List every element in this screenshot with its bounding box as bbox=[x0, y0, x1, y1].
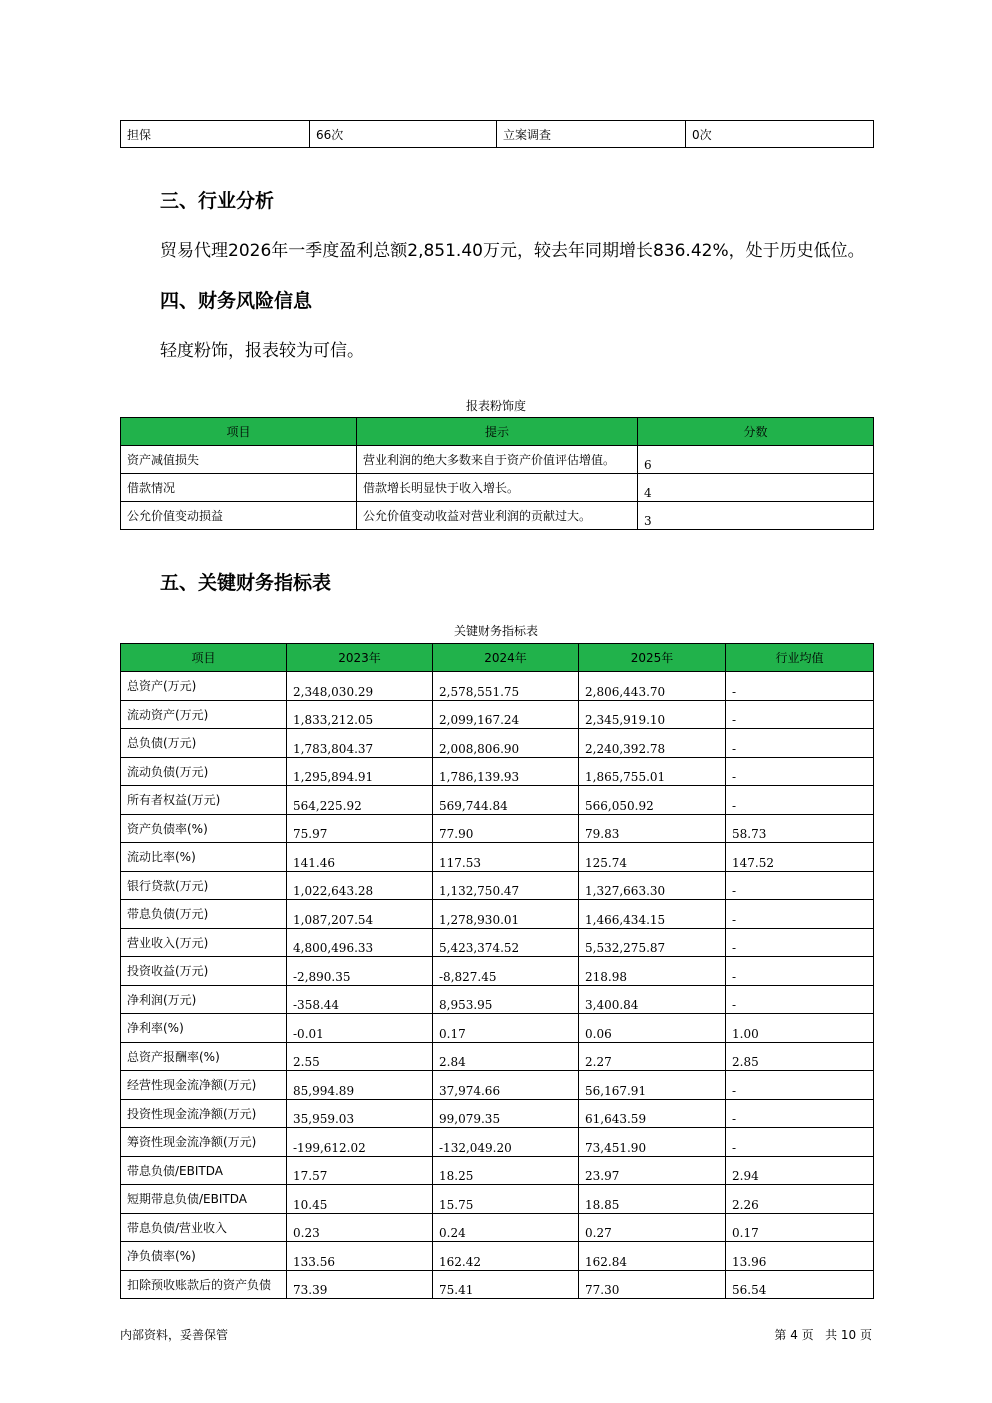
table-cell: 公允价值变动收益对营业利润的贡献过大。 bbox=[357, 502, 638, 530]
table-cell: 借款增长明显快于收入增长。 bbox=[357, 474, 638, 502]
table-row bbox=[121, 900, 874, 929]
table-row bbox=[121, 1213, 874, 1242]
table-cell: 担保 bbox=[121, 121, 310, 148]
table-row bbox=[121, 1042, 874, 1071]
table-row bbox=[121, 957, 874, 986]
footer-confidential-note: 内部资料，妥善保管 bbox=[120, 1328, 229, 1342]
table-cell: 0.06 bbox=[579, 1014, 726, 1043]
table-row bbox=[121, 786, 874, 815]
column-header: 2024年 bbox=[433, 644, 579, 672]
table-cell: 56.54 bbox=[726, 1270, 874, 1299]
table-cell: 净利润(万元) bbox=[121, 985, 287, 1014]
table-cell: -132,049.20 bbox=[433, 1128, 579, 1157]
table-row bbox=[121, 871, 874, 900]
table-cell: 资产负债率(%) bbox=[121, 814, 287, 843]
table-cell: -199,612.02 bbox=[287, 1128, 433, 1157]
table-cell: 资产减值损失 bbox=[121, 446, 357, 474]
table-cell: 投资收益(万元) bbox=[121, 957, 287, 986]
table-cell: 流动资产(万元) bbox=[121, 700, 287, 729]
table-cell: 短期带息负债/EBITDA bbox=[121, 1185, 287, 1214]
table-cell: 58.73 bbox=[726, 814, 874, 843]
table-cell: 1,087,207.54 bbox=[287, 900, 433, 929]
summary-table-fragment bbox=[120, 120, 874, 148]
table-cell: 银行贷款(万元) bbox=[121, 871, 287, 900]
table-cell: 2.27 bbox=[579, 1042, 726, 1071]
table-cell: 净利率(%) bbox=[121, 1014, 287, 1043]
table-cell: 162.84 bbox=[579, 1242, 726, 1271]
key-financial-indicators-table bbox=[120, 643, 874, 1299]
table-cell: 6 bbox=[638, 446, 874, 474]
table-cell: 66次 bbox=[310, 121, 497, 148]
table-cell: 0.17 bbox=[433, 1014, 579, 1043]
table-cell: 总资产(万元) bbox=[121, 672, 287, 701]
table-cell: 带息负债/EBITDA bbox=[121, 1156, 287, 1185]
table-cell: 营业利润的绝大多数来自于资产价值评估增值。 bbox=[357, 446, 638, 474]
table-cell: 1,132,750.47 bbox=[433, 871, 579, 900]
table-cell: 投资性现金流净额(万元) bbox=[121, 1099, 287, 1128]
table-row bbox=[121, 502, 874, 530]
table-cell: 净负债率(%) bbox=[121, 1242, 287, 1271]
table-row bbox=[121, 1071, 874, 1100]
table-caption: 报表粉饰度 bbox=[465, 399, 526, 413]
table-cell: 2.26 bbox=[726, 1185, 874, 1214]
table-row bbox=[121, 985, 874, 1014]
section-heading-financial-risk: 四、财务风险信息 bbox=[160, 290, 313, 312]
table-cell: -0.01 bbox=[287, 1014, 433, 1043]
footer-page-number: 第 4 页 共 10 页 bbox=[774, 1328, 872, 1342]
table-row bbox=[121, 121, 874, 148]
table-cell: -358.44 bbox=[287, 985, 433, 1014]
table-cell: 经营性现金流净额(万元) bbox=[121, 1071, 287, 1100]
table-row bbox=[121, 672, 874, 701]
table-cell: 2.85 bbox=[726, 1042, 874, 1071]
table-cell: 2,099,167.24 bbox=[433, 700, 579, 729]
table-cell: 13.96 bbox=[726, 1242, 874, 1271]
table-cell: 99,079.35 bbox=[433, 1099, 579, 1128]
table-cell: 61,643.59 bbox=[579, 1099, 726, 1128]
table-cell: 立案调查 bbox=[497, 121, 686, 148]
table-cell: 15.75 bbox=[433, 1185, 579, 1214]
financial-risk-text: 轻度粉饰，报表较为可信。 bbox=[160, 341, 364, 361]
table-cell: 566,050.92 bbox=[579, 786, 726, 815]
table-row bbox=[121, 446, 874, 474]
table-cell: 流动负债(万元) bbox=[121, 757, 287, 786]
table-cell: 2.55 bbox=[287, 1042, 433, 1071]
table-cell: 23.97 bbox=[579, 1156, 726, 1185]
table-cell: 73,451.90 bbox=[579, 1128, 726, 1157]
table-cell: 2.84 bbox=[433, 1042, 579, 1071]
table-cell: 所有者权益(万元) bbox=[121, 786, 287, 815]
table-cell: - bbox=[726, 786, 874, 815]
table-cell: 0次 bbox=[686, 121, 874, 148]
table-cell: 564,225.92 bbox=[287, 786, 433, 815]
table-cell: 带息负债(万元) bbox=[121, 900, 287, 929]
column-header: 提示 bbox=[357, 418, 638, 446]
table-cell: 117.53 bbox=[433, 843, 579, 872]
table-cell: 流动比率(%) bbox=[121, 843, 287, 872]
table-cell: 3 bbox=[638, 502, 874, 530]
section-heading-key-indicators: 五、关键财务指标表 bbox=[160, 572, 332, 594]
column-header: 分数 bbox=[638, 418, 874, 446]
table-cell: 141.46 bbox=[287, 843, 433, 872]
table-row bbox=[121, 1156, 874, 1185]
table-row bbox=[121, 729, 874, 758]
table-cell: 0.23 bbox=[287, 1213, 433, 1242]
table-cell: 1,865,755.01 bbox=[579, 757, 726, 786]
table-cell: 2,008,806.90 bbox=[433, 729, 579, 758]
table-cell: 1,327,663.30 bbox=[579, 871, 726, 900]
table-cell: 125.74 bbox=[579, 843, 726, 872]
table-row bbox=[121, 700, 874, 729]
table-cell: 5,423,374.52 bbox=[433, 928, 579, 957]
table-header-row bbox=[121, 644, 874, 672]
table-cell: 总负债(万元) bbox=[121, 729, 287, 758]
column-header: 2025年 bbox=[579, 644, 726, 672]
table-row bbox=[121, 474, 874, 502]
table-cell: 2,240,392.78 bbox=[579, 729, 726, 758]
table-cell: 公允价值变动损益 bbox=[121, 502, 357, 530]
table-cell: 2,578,551.75 bbox=[433, 672, 579, 701]
table-cell: 37,974.66 bbox=[433, 1071, 579, 1100]
table-cell: - bbox=[726, 672, 874, 701]
table-row bbox=[121, 1128, 874, 1157]
table-row bbox=[121, 1099, 874, 1128]
table-cell: - bbox=[726, 1128, 874, 1157]
table-row bbox=[121, 757, 874, 786]
table-cell: 1,278,930.01 bbox=[433, 900, 579, 929]
table-cell: 77.30 bbox=[579, 1270, 726, 1299]
table-row bbox=[121, 1014, 874, 1043]
table-cell: - bbox=[726, 700, 874, 729]
table-cell: 2,345,919.10 bbox=[579, 700, 726, 729]
table-cell: 2,806,443.70 bbox=[579, 672, 726, 701]
table-row bbox=[121, 928, 874, 957]
table-row bbox=[121, 1270, 874, 1299]
table-cell: - bbox=[726, 1099, 874, 1128]
table-cell: 75.41 bbox=[433, 1270, 579, 1299]
table-row bbox=[121, 843, 874, 872]
table-cell: 筹资性现金流净额(万元) bbox=[121, 1128, 287, 1157]
table-cell: 73.39 bbox=[287, 1270, 433, 1299]
table-cell: 75.97 bbox=[287, 814, 433, 843]
table-cell: 总资产报酬率(%) bbox=[121, 1042, 287, 1071]
table-cell: 79.83 bbox=[579, 814, 726, 843]
table-cell: 2,348,030.29 bbox=[287, 672, 433, 701]
table-cell: 569,744.84 bbox=[433, 786, 579, 815]
table-cell: - bbox=[726, 1071, 874, 1100]
table-cell: 1,022,643.28 bbox=[287, 871, 433, 900]
table-cell: 1,466,434.15 bbox=[579, 900, 726, 929]
table-cell: 85,994.89 bbox=[287, 1071, 433, 1100]
table-cell: 133.56 bbox=[287, 1242, 433, 1271]
table-cell: 18.85 bbox=[579, 1185, 726, 1214]
table-cell: -2,890.35 bbox=[287, 957, 433, 986]
table-cell: -8,827.45 bbox=[433, 957, 579, 986]
table-header-row bbox=[121, 418, 874, 446]
column-header: 2023年 bbox=[287, 644, 433, 672]
table-cell: 1,786,139.93 bbox=[433, 757, 579, 786]
table-cell: 0.27 bbox=[579, 1213, 726, 1242]
table-cell: 18.25 bbox=[433, 1156, 579, 1185]
table-row bbox=[121, 1242, 874, 1271]
table-cell: 1,833,212.05 bbox=[287, 700, 433, 729]
table-cell: 3,400.84 bbox=[579, 985, 726, 1014]
table-cell: 4 bbox=[638, 474, 874, 502]
column-header: 项目 bbox=[121, 418, 357, 446]
table-cell: - bbox=[726, 957, 874, 986]
table-cell: 10.45 bbox=[287, 1185, 433, 1214]
table-cell: 5,532,275.87 bbox=[579, 928, 726, 957]
column-header: 项目 bbox=[121, 644, 287, 672]
table-cell: - bbox=[726, 729, 874, 758]
table-cell: 2.94 bbox=[726, 1156, 874, 1185]
table-cell: 56,167.91 bbox=[579, 1071, 726, 1100]
table-cell: 162.42 bbox=[433, 1242, 579, 1271]
table-cell: 77.90 bbox=[433, 814, 579, 843]
table-cell: 8,953.95 bbox=[433, 985, 579, 1014]
table-cell: 1,295,894.91 bbox=[287, 757, 433, 786]
table-cell: - bbox=[726, 900, 874, 929]
table-cell: 17.57 bbox=[287, 1156, 433, 1185]
table-cell: 借款情况 bbox=[121, 474, 357, 502]
table-cell: 0.17 bbox=[726, 1213, 874, 1242]
table-cell: 0.24 bbox=[433, 1213, 579, 1242]
window-dressing-table bbox=[120, 417, 874, 530]
industry-analysis-text: 贸易代理2026年一季度盈利总额2,851.40万元，较去年同期增长836.42%，处于历史低位。 bbox=[160, 241, 865, 261]
table-cell: 1.00 bbox=[726, 1014, 874, 1043]
table-cell: 带息负债/营业收入 bbox=[121, 1213, 287, 1242]
table-cell: 1,783,804.37 bbox=[287, 729, 433, 758]
table-row bbox=[121, 814, 874, 843]
table-caption: 关键财务指标表 bbox=[453, 624, 538, 638]
section-heading-industry: 三、行业分析 bbox=[160, 190, 275, 212]
table-cell: - bbox=[726, 871, 874, 900]
table-cell: 35,959.03 bbox=[287, 1099, 433, 1128]
table-cell: - bbox=[726, 757, 874, 786]
table-cell: 营业收入(万元) bbox=[121, 928, 287, 957]
table-cell: 4,800,496.33 bbox=[287, 928, 433, 957]
table-cell: 147.52 bbox=[726, 843, 874, 872]
table-cell: 扣除预收账款后的资产负债 bbox=[121, 1270, 287, 1299]
table-cell: 218.98 bbox=[579, 957, 726, 986]
column-header: 行业均值 bbox=[726, 644, 874, 672]
table-cell: - bbox=[726, 985, 874, 1014]
table-row bbox=[121, 1185, 874, 1214]
table-cell: - bbox=[726, 928, 874, 957]
